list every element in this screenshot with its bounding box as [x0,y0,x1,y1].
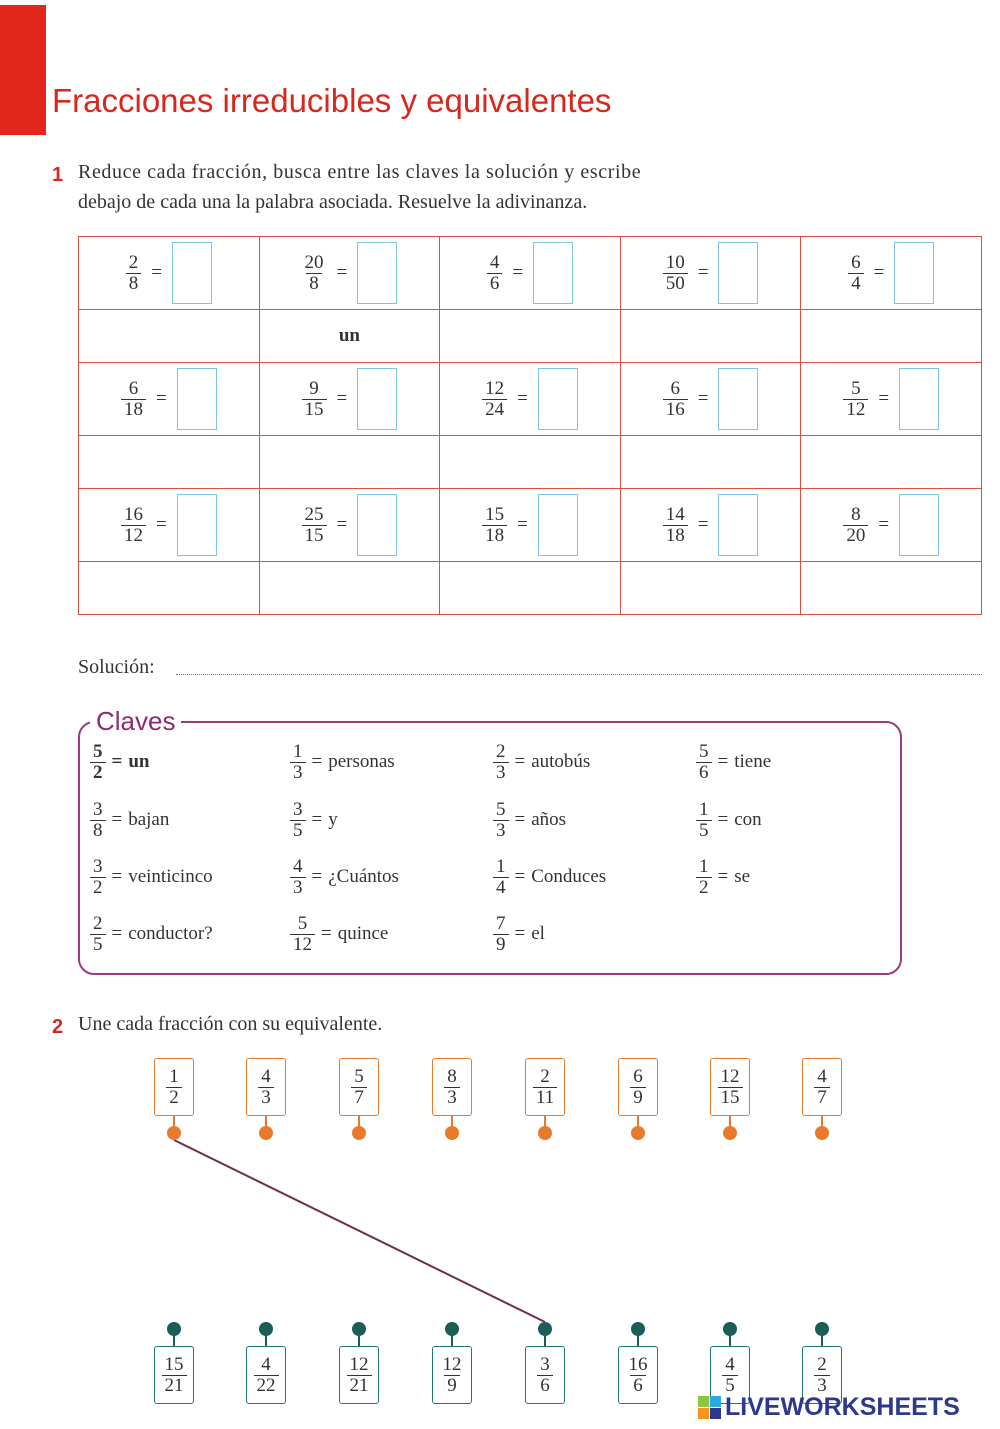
clave-word: tiene [734,751,772,773]
clave-word: veinticinco [128,866,213,888]
denominator: 5 [90,934,106,955]
exercise-1-instruction-line2: debajo de cada una la palabra asociada. Resuelve la adivinanza. [78,191,588,213]
denominator: 15 [718,1087,743,1108]
clave-word: autobús [531,751,591,773]
denominator: 2 [166,1087,182,1108]
numerator: 1 [699,856,709,877]
denominator: 6 [696,762,712,783]
top-fraction-box[interactable] [802,1058,842,1116]
clave-word: con [734,809,762,831]
fraction [814,1355,830,1396]
exercise-2-instruction: Une cada fracción con su equivalente. [78,1013,383,1035]
denominator: 3 [258,1087,274,1108]
top-fraction-box[interactable] [618,1058,658,1116]
top-fraction-box[interactable] [525,1058,565,1116]
denominator: 9 [444,1375,460,1396]
denominator: 3 [493,762,509,783]
numerator: 6 [670,377,680,399]
denominator: 3 [814,1375,830,1396]
connection-line [174,1140,545,1322]
clave-word: años [531,809,567,831]
bot-fraction-box[interactable] [618,1346,658,1404]
fraction [814,1067,830,1108]
numerator: 12 [485,377,505,399]
denominator: 5 [290,820,306,841]
equals-sign: = [111,923,123,945]
numerator: 2 [93,913,103,934]
denominator: 6 [630,1375,646,1396]
bot-connector-dot[interactable] [815,1322,829,1336]
top-connector-dot[interactable] [352,1126,366,1140]
denominator: 9 [630,1087,646,1108]
numerator: 2 [817,1353,827,1375]
top-connector-dot[interactable] [631,1126,645,1140]
equals-sign: = [151,262,162,283]
bot-connector-dot[interactable] [167,1322,181,1336]
equals-sign: = [336,262,348,283]
numerator: 4 [817,1065,827,1087]
numerator: 16 [628,1353,648,1375]
clave-word: y [328,809,338,831]
numerator: 4 [725,1353,735,1375]
bot-fraction-box[interactable] [525,1346,565,1404]
clave-word: quince [337,923,389,945]
numerator: 2 [128,251,139,273]
denominator: 8 [126,273,142,294]
numerator: 1 [699,799,709,820]
denominator: 3 [444,1087,460,1108]
denominator: 2 [90,877,106,898]
clave-word: Conduces [531,866,607,888]
numerator: 1 [169,1065,179,1087]
denominator: 22 [254,1375,279,1396]
numerator: 12 [349,1353,369,1375]
fraction [162,1355,187,1396]
denominator: 12 [121,525,146,546]
equals-sign: = [311,809,323,831]
fraction [630,1067,646,1108]
numerator: 3 [93,856,103,877]
numerator: 5 [699,741,709,762]
denominator: 21 [347,1375,372,1396]
top-connector-dot[interactable] [259,1126,273,1140]
denominator: 8 [90,820,106,841]
numerator: 8 [447,1065,457,1087]
equals-sign: = [517,388,528,409]
denominator: 8 [306,273,322,294]
clave-word: bajan [128,809,170,831]
bot-fraction-box[interactable] [432,1346,472,1404]
denominator: 4 [493,877,509,898]
fraction [626,1355,651,1396]
bot-connector-dot[interactable] [723,1322,737,1336]
denominator: 12 [843,399,868,420]
equals-sign: = [111,866,123,888]
bot-fraction-box[interactable] [339,1346,379,1404]
numerator: 15 [164,1353,184,1375]
denominator: 12 [290,934,315,955]
denominator: 3 [290,762,306,783]
top-fraction-box[interactable] [339,1058,379,1116]
numerator: 5 [354,1065,364,1087]
equals-sign: = [697,388,709,409]
equals-sign: = [155,514,167,535]
numerator: 8 [851,503,861,525]
exercise-1-instruction-line1: Reduce cada fracción, busca entre las claves la solución y escribe [78,161,642,183]
numerator: 1 [496,856,506,877]
equals-sign: = [697,262,709,283]
equals-sign: = [878,514,890,535]
equals-sign: = [311,751,323,773]
equals-sign: = [514,751,526,773]
numerator: 5 [297,913,308,934]
equals-sign: = [514,866,526,888]
numerator: 2 [496,741,506,762]
denominator: 18 [482,525,507,546]
numerator: 12 [720,1065,740,1087]
equals-sign: = [717,809,729,831]
top-connector-dot[interactable] [167,1126,181,1140]
watermark-text: LIVEWORKSHEETS [725,1393,960,1421]
top-fraction-box[interactable] [432,1058,472,1116]
denominator: 2 [90,762,106,783]
bot-connector-dot[interactable] [445,1322,459,1336]
numerator: 6 [128,377,139,399]
equals-sign: = [873,262,885,283]
numerator: 6 [633,1065,643,1087]
denominator: 16 [663,399,688,420]
fraction [347,1355,372,1396]
clave-word: el [531,923,545,945]
equals-sign: = [878,388,890,409]
denominator: 4 [848,273,864,294]
top-fraction-box[interactable] [710,1058,750,1116]
bot-connector-dot[interactable] [259,1322,273,1336]
solution-label: Solución: [78,656,155,678]
top-fraction-box[interactable] [246,1058,286,1116]
denominator: 3 [493,820,509,841]
clave-word: se [734,866,751,888]
numerator: 5 [93,741,103,762]
equals-sign: = [514,809,526,831]
equals-sign: = [697,514,709,535]
exercise-1-number: 1 [52,164,64,186]
equals-sign: = [321,923,332,945]
denominator: 15 [302,399,327,420]
numerator: 5 [851,377,861,399]
numerator: 15 [485,503,505,525]
denominator: 18 [121,399,146,420]
bot-connector-dot[interactable] [538,1322,552,1336]
equals-sign: = [336,388,348,409]
fraction [440,1355,465,1396]
bot-connector-dot[interactable] [352,1322,366,1336]
equals-sign: = [514,923,526,945]
denominator: 9 [493,934,509,955]
denominator: 24 [482,399,507,420]
denominator: 6 [487,273,503,294]
numerator: 3 [540,1353,550,1375]
denominator: 2 [696,877,712,898]
bot-fraction-box[interactable] [246,1346,286,1404]
top-connector-dot[interactable] [723,1126,737,1140]
fraction [254,1355,279,1396]
denominator: 6 [537,1375,553,1396]
numerator: 2 [540,1065,550,1087]
equals-sign: = [717,866,729,888]
top-connector-dot[interactable] [815,1126,829,1140]
equals-sign: = [717,751,729,773]
equals-sign: = [111,751,123,773]
numerator: 16 [123,503,143,525]
top-connector-dot[interactable] [538,1126,552,1140]
denominator: 20 [843,525,868,546]
denominator: 7 [814,1087,830,1108]
fraction [718,1067,743,1108]
numerator: 10 [665,251,685,273]
numerator: 20 [304,251,324,273]
denominator: 5 [696,820,712,841]
numerator: 25 [304,503,324,525]
fraction [444,1067,460,1108]
equals-sign: = [311,866,323,888]
equals-sign: = [336,514,348,535]
clave-word: ¿Cuántos [328,866,399,888]
fraction [537,1355,553,1396]
clave-word: conductor? [128,923,213,945]
exercise-2-number: 2 [52,1016,64,1038]
numerator: 4 [293,856,303,877]
numerator: 6 [851,251,861,273]
numerator: 1 [293,741,303,762]
denominator: 3 [290,877,306,898]
fraction [533,1067,557,1108]
numerator: 4 [261,1353,271,1375]
numerator: 3 [93,799,103,820]
top-fraction-box[interactable] [154,1058,194,1116]
fraction [258,1067,274,1108]
numerator: 7 [496,913,506,934]
numerator: 4 [261,1065,271,1087]
equals-sign: = [155,388,167,409]
numerator: 3 [293,799,303,820]
clave-word: un [128,751,150,773]
liveworksheets-logo-icon [698,1396,721,1419]
numerator: 5 [496,799,506,820]
denominator: 15 [302,525,327,546]
numerator: 4 [489,251,500,273]
numerator: 9 [309,377,319,399]
denominator: 11 [533,1087,557,1108]
top-connector-dot[interactable] [445,1126,459,1140]
bot-fraction-box[interactable] [154,1346,194,1404]
claves-title: Claves [90,706,181,737]
denominator: 50 [663,273,688,294]
numerator: 14 [665,503,685,525]
fraction [166,1067,182,1108]
equals-sign: = [512,262,524,283]
bot-connector-dot[interactable] [631,1322,645,1336]
equals-sign: = [111,809,123,831]
denominator: 21 [162,1375,187,1396]
fraction [722,1355,738,1396]
equals-sign: = [517,514,528,535]
denominator: 7 [351,1087,367,1108]
watermark [698,1393,960,1422]
clave-word: personas [328,751,395,773]
denominator: 18 [663,525,688,546]
fraction [351,1067,367,1108]
word-cell[interactable]: un [259,310,440,363]
page-title: Fracciones irreducibles y equivalentes [52,82,612,119]
numerator: 12 [442,1353,462,1375]
denominator: 5 [722,1375,738,1396]
